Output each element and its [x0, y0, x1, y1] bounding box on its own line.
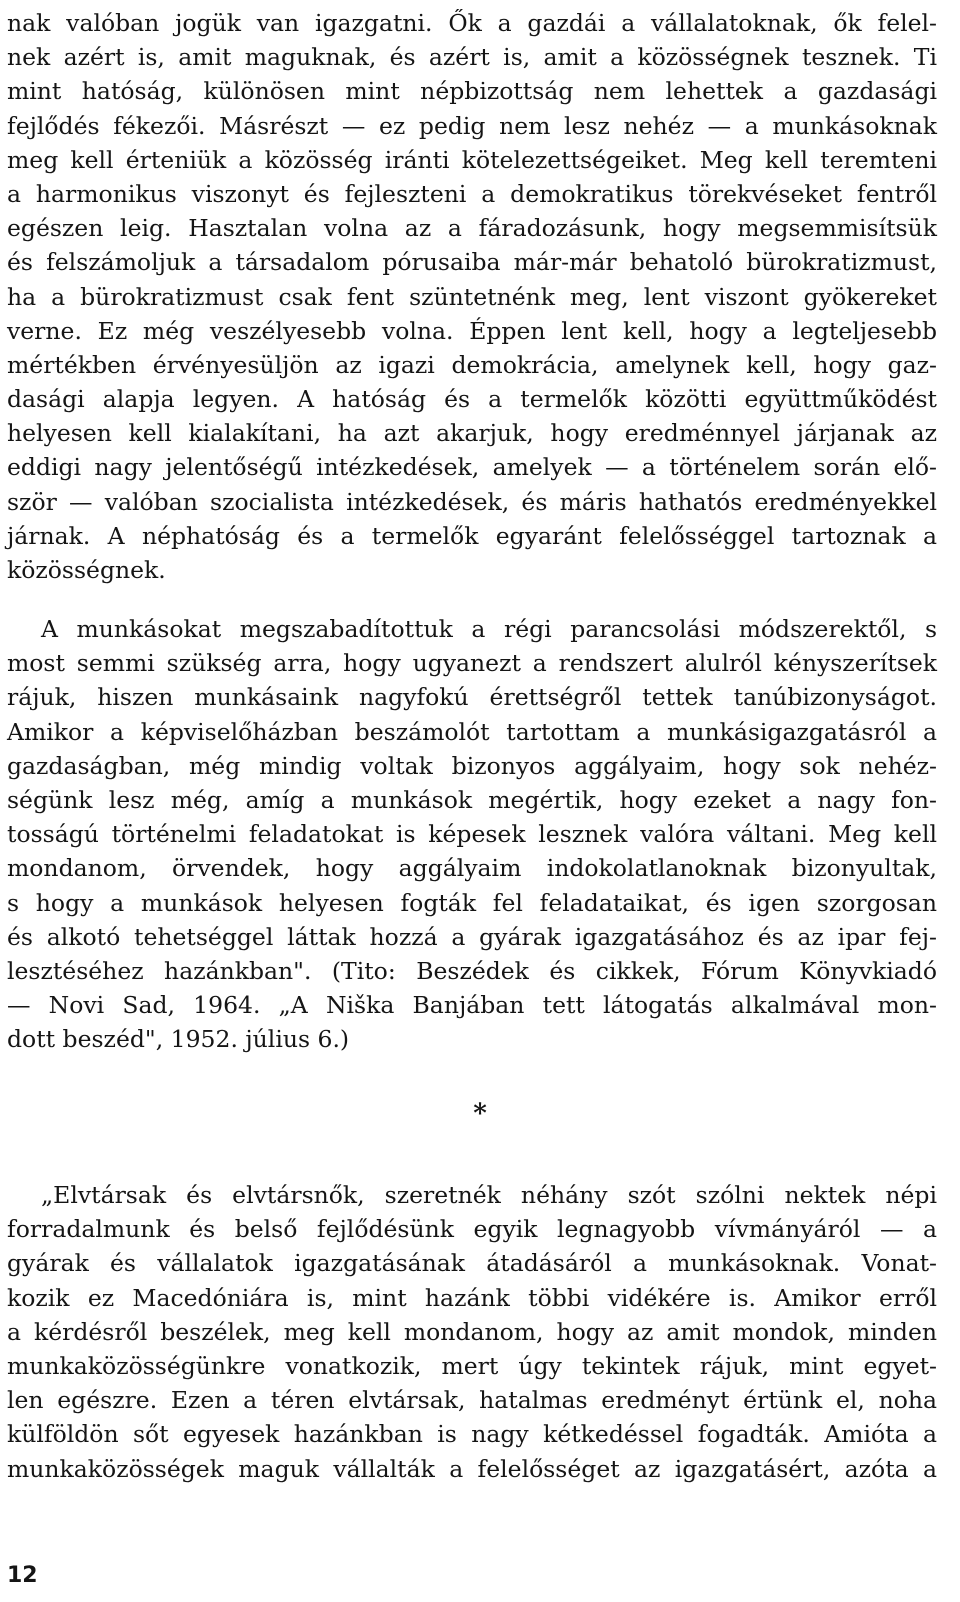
text-line: és alkotó tehetséggel láttak hozzá a gyárak igazgatásához és az ipar fej-	[7, 922, 937, 951]
text-line: A munkásokat megszabadítottuk a régi parancsolási módszerektől, s	[41, 615, 937, 643]
text-line: tosságú történelmi feladatokat is képesek lesznek valóra váltani. Meg kell	[7, 820, 937, 849]
text-line: kozik ez Macedóniára is, mint hazánk többi vidékére is. Amikor erről	[7, 1283, 937, 1312]
text-line: len egészre. Ezen a téren elvtársak, hatalmas eredményt értünk el, noha	[7, 1386, 937, 1415]
paragraph-continued	[7, 6, 937, 587]
text-line: fejlődés fékezői. Másrészt — ez pedig nem lesz nehéz — a munkásoknak	[7, 111, 937, 140]
text-line: dott beszéd", 1952. július 6.)	[7, 1025, 350, 1054]
text-line: Amikor a képviselőházban beszámolót tartottam a munkásigazgatásról a	[7, 717, 937, 746]
text-line: mint hatóság, különösen mint népbizottság nem lehettek a gazdasági	[7, 77, 937, 106]
text-line: „Elvtársak és elvtársnők, szeretnék néhány szót szólni nektek népi	[41, 1181, 937, 1209]
text-line: verne. Ez még veszélyesebb volna. Éppen lent kell, hogy a legteljesebb	[7, 316, 937, 345]
text-line: gyárak és vállalatok igazgatásának átadásáról a munkásoknak. Vonat-	[7, 1249, 937, 1278]
text-line: nek azért is, amit maguknak, és azért is, amit a közösségnek tesznek. Ti	[7, 43, 937, 72]
text-line: forradalmunk és belső fejlődésünk egyik legnagyobb vívmányáról — a	[7, 1215, 937, 1244]
text-line: most semmi szükség arra, hogy ugyanezt a rendszert alulról kényszerítsek	[7, 649, 937, 678]
text-line: ségünk lesz még, amíg a munkások megértik, hogy ezeket a nagy fon-	[7, 785, 937, 814]
text-line: a kérdésről beszélek, meg kell mondanom, hogy az amit mondok, minden	[7, 1317, 937, 1346]
section-separator-asterisk: *	[473, 1099, 487, 1129]
paragraph-tito-quote-end	[7, 612, 937, 1056]
text-line: meg kell érteniük a közösség iránti kötelezettségeiket. Meg kell teremteni	[7, 145, 937, 174]
text-line: rájuk, hiszen munkásaink nagyfokú érettségről tettek tanúbizonyságot.	[7, 683, 937, 712]
text-line: eddigi nagy jelentőségű intézkedések, amelyek — a történelem során elő-	[7, 453, 937, 482]
text-line: ha a bürokratizmust csak fent szüntetnénk meg, lent viszont gyökereket	[7, 282, 937, 311]
paragraph-new-quote	[7, 1178, 937, 1486]
text-line: nak valóban jogük van igazgatni. Ők a gazdái a vállalatoknak, ők felel-	[7, 9, 937, 37]
text-line: dasági alapja legyen. A hatóság és a termelők közötti együttműködést	[7, 385, 937, 414]
text-line: munkaközösségünkre vonatkozik, mert úgy tekintek rájuk, mint egyet-	[7, 1351, 937, 1380]
text-line: gazdaságban, még mindig voltak bizonyos aggályaim, hogy sok nehéz-	[7, 751, 937, 780]
text-line: lesztéséhez hazánkban". (Tito: Beszédek és cikkek, Fórum Könyvkiadó	[7, 956, 937, 985]
text-line: járnak. A néphatóság és a termelők egyaránt felelősséggel tartoznak a	[7, 521, 937, 550]
text-line: s hogy a munkások helyesen fogták fel feladataikat, és igen szorgosan	[7, 888, 937, 917]
text-line: ször — valóban szocialista intézkedések, és máris hathatós eredményekkel	[7, 487, 937, 516]
text-line: közösségnek.	[7, 556, 166, 584]
text-line: helyesen kell kialakítani, ha azt akarjuk, hogy eredménnyel járjanak az	[7, 419, 937, 448]
text-line: mondanom, örvendek, hogy aggályaim indokolatlanoknak bizonyultak,	[7, 854, 937, 883]
text-line: mértékben érvényesüljön az igazi demokrácia, amelynek kell, hogy gaz-	[7, 350, 937, 379]
text-line: és felszámoljuk a társadalom pórusaiba már-már behatoló bürokratizmust,	[7, 248, 937, 277]
text-line: egészen leig. Hasztalan volna az a fáradozásunk, hogy megsemmisítsük	[7, 214, 937, 243]
text-line: külföldön sőt egyesek hazánkban is nagy kétkedéssel fogadták. Amióta a	[7, 1420, 937, 1449]
page-number: 12	[7, 1563, 38, 1588]
text-line: munkaközösségek maguk vállalták a felelősséget az igazgatásért, azóta a	[7, 1454, 937, 1483]
text-line: — Novi Sad, 1964. „A Niška Banjában tett látogatás alkalmával mon-	[7, 991, 937, 1020]
text-line: a harmonikus viszonyt és fejleszteni a demokratikus törekvéseket fentről	[7, 179, 937, 208]
